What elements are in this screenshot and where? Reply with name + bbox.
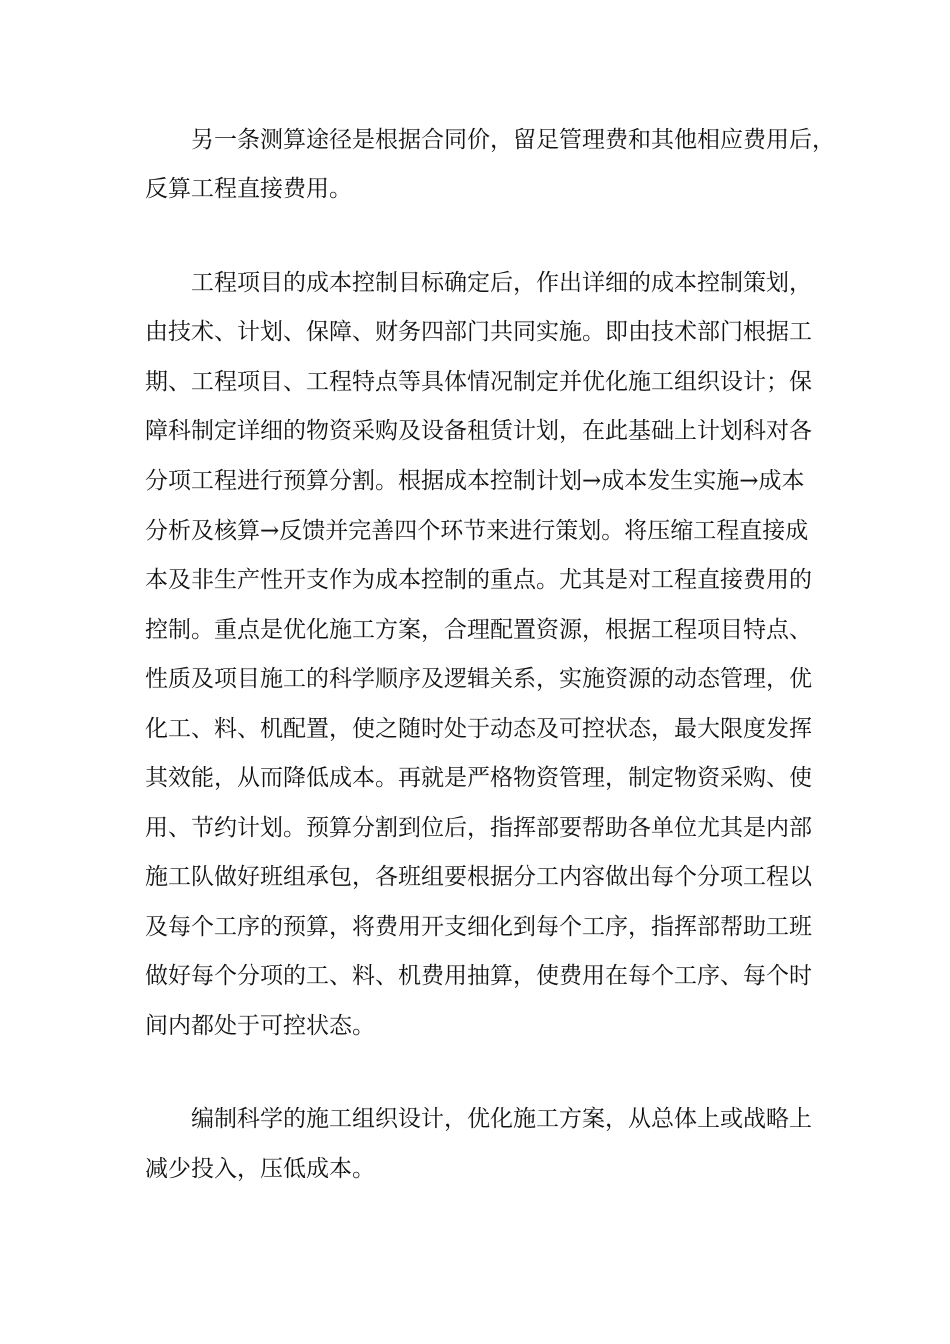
paragraph-2-line-12: 用、节约计划。预算分割到位后，指挥部要帮助各单位尤其是内部 [145,815,812,841]
paragraph-3-line-1: 编制科学的施工组织设计，优化施工方案，从总体上或战略上 [191,1106,812,1132]
paragraph-2-line-1: 工程项目的成本控制目标确定后，作出详细的成本控制策划， [191,270,812,296]
paragraph-2-line-16: 间内都处于可控状态。 [145,1013,375,1039]
paragraph-2-line-8: 控制。重点是优化施工方案，合理配置资源，根据工程项目特点、 [145,617,812,643]
paragraph-1-line-2: 反算工程直接费用。 [145,176,352,202]
paragraph-2-line-6: 分析及核算→反馈并完善四个环节来进行策划。将压缩工程直接成 [145,518,809,544]
paragraph-1-line-1: 另一条测算途径是根据合同价，留足管理费和其他相应费用后， [191,127,835,153]
paragraph-2-line-14: 及每个工序的预算，将费用开支细化到每个工序，指挥部帮助工班 [145,914,812,940]
paragraph-2-line-4: 障科制定详细的物资采购及设备租赁计划，在此基础上计划科对各 [145,418,812,444]
paragraph-2-line-7: 本及非生产性开支作为成本控制的重点。尤其是对工程直接费用的 [145,567,812,593]
paragraph-2-line-3: 期、工程项目、工程特点等具体情况制定并优化施工组织设计；保 [145,369,812,395]
paragraph-2-line-9: 性质及项目施工的科学顺序及逻辑关系，实施资源的动态管理，优 [145,666,812,692]
paragraph-2-line-10: 化工、料、机配置，使之随时处于动态及可控状态，最大限度发挥 [145,716,812,742]
paragraph-2-line-5: 分项工程进行预算分割。根据成本控制计划→成本发生实施→成本 [145,468,805,494]
paragraph-2-line-2: 由技术、计划、保障、财务四部门共同实施。即由技术部门根据工 [145,319,812,345]
paragraph-2-line-11: 其效能，从而降低成本。再就是严格物资管理，制定物资采购、使 [145,765,812,791]
paragraph-2-line-13: 施工队做好班组承包，各班组要根据分工内容做出每个分项工程以 [145,864,812,890]
paragraph-2-line-15: 做好每个分项的工、料、机费用抽算，使费用在每个工序、每个时 [145,963,812,989]
paragraph-3-line-2: 减少投入，压低成本。 [145,1156,375,1182]
